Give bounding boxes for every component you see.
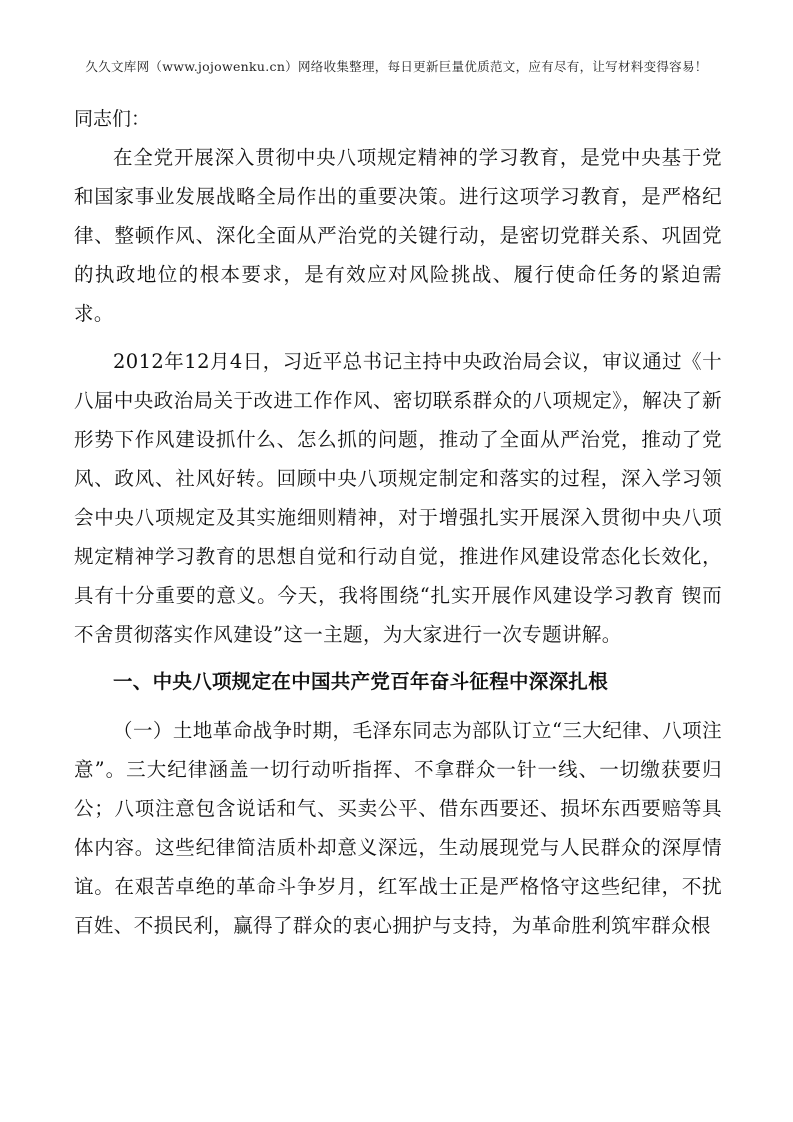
document-body [74, 100, 722, 954]
salutation: 同志们： [74, 108, 151, 130]
section-heading: 一、中央八项规定在中国共产党百年奋斗征程中深深扎根 [113, 670, 609, 693]
paragraph-intro: 在全党开展深入贯彻中央八项规定精神的学习教育，是党中央基于党和国家事业发展战略全局作出的重要决策。进行这项学习教育，是严格纪律、整顿作风、深化全面从严治党的关键行动，是密切党群关系、巩固党的执政地位的根本要求，是有效应对风险挑战、履行使命任务的紧迫需求。 [74, 146, 722, 325]
paragraph-background: 2012年12月4日，习近平总书记主持中央政治局会议，审议通过《十八届中央政治局关于改进工作作风、密切联系群众的八项规定》，解决了新形势下作风建设抓什么、怎么抓的问题，推动了全面从严治党，推动了党风、政风、社风好转。回顾中央八项规定制定和落实的过程，深入学习领会中央八项规定及其实施细则精神，对于增强扎实开展深入贯彻中央八项规定精神学习教育的思想自觉和行动自觉，推进作风建设常态化长效化，具有十分重要的意义。今天，我将围绕“扎实开展作风建设学习教育 锲而不舍贯彻落实作风建设”这一主题，为大家进行一次专题讲解。 [74, 350, 722, 646]
section-paragraph: （一）土地革命战争时期，毛泽东同志为部队订立“三大纪律、八项注意”。三大纪律涵盖一切行动听指挥、不拿群众一针一线、一切缴获要归公；八项注意包含说话和气、买卖公平、借东西要还、损坏东西要赔等具体内容。这些纪律简洁质朴却意义深远，生动展现党与人民群众的深厚情谊。在艰苦卓绝的革命斗争岁月，红军战士正是严格恪守这些纪律，不扰百姓、不损民利，赢得了群众的衷心拥护与支持，为革命胜利筑牢群众根 [74, 719, 722, 937]
page-header-source-line: 久久文库网（www.jojowenku.cn）网络收集整理，每日更新巨量优质范文，应有尽有，让写材料变得容易！ [85, 59, 708, 74]
